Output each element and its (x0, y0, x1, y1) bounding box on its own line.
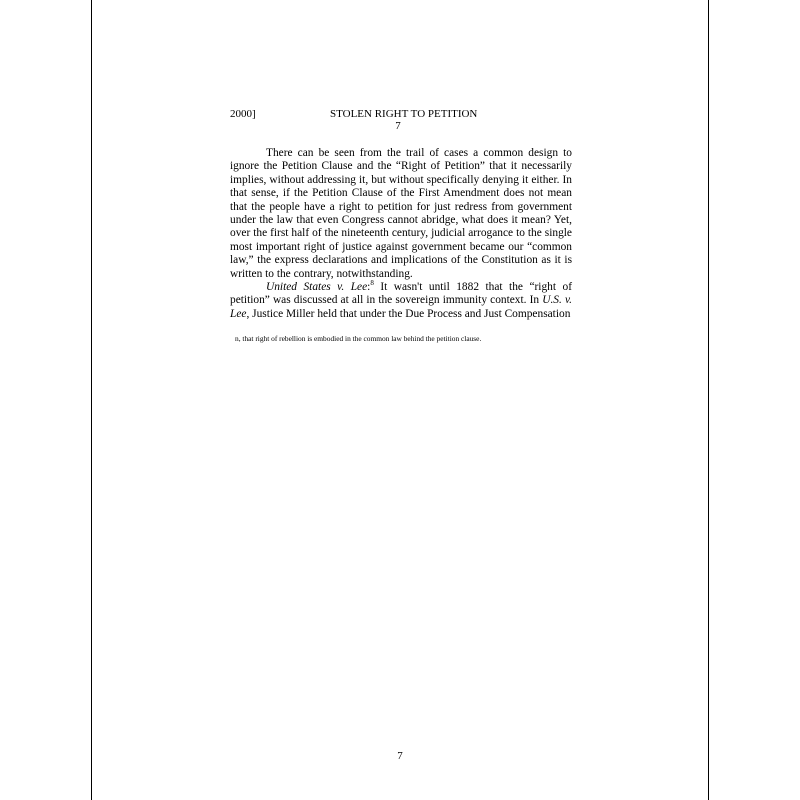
footnote-reference[interactable]: 8 (370, 279, 374, 288)
body-text (230, 147, 572, 321)
paragraph-2 (230, 281, 572, 321)
running-head-title: STOLEN RIGHT TO PETITION (330, 108, 478, 120)
paragraph-2-text-b: , Justice Miller held that under the Due Process and Just Compensation (246, 307, 571, 320)
case-name: United States v. Lee (266, 281, 368, 294)
case-colon: : (367, 281, 371, 294)
running-head-year: 2000] (230, 108, 256, 120)
case-short-name: U.S. v. Lee (230, 294, 572, 320)
paragraph-1: There can be seen from the trail of cases a common design to ignore the Petition Clause and the “Right of Petition” that it necessarily implies, without addressing it, but without specifically denying it either. In that sense, if the Petition Clause of the First Amendment does not mean that the people have a right to petition for just redress from government under the law that even Congress cannot abridge, what does it mean? Yet, over the first half of the nineteenth century, judicial arrogance to the single most important right of justice against government became our “common law,” the express declarations and implications of the Constitution as it is written to the contrary, notwithstanding. (230, 147, 572, 280)
running-head-page-number: 7 (395, 120, 401, 132)
paragraph-2-text-a: It wasn't until 1882 that the “right of petition” was discussed at all in the sovereign immunity context. In (230, 281, 572, 307)
document-page (91, 0, 709, 800)
footer-page-number: 7 (397, 750, 403, 762)
footnote-fragment: n, that right of rebellion is embodied in the common law behind the petition clause. (235, 334, 482, 343)
